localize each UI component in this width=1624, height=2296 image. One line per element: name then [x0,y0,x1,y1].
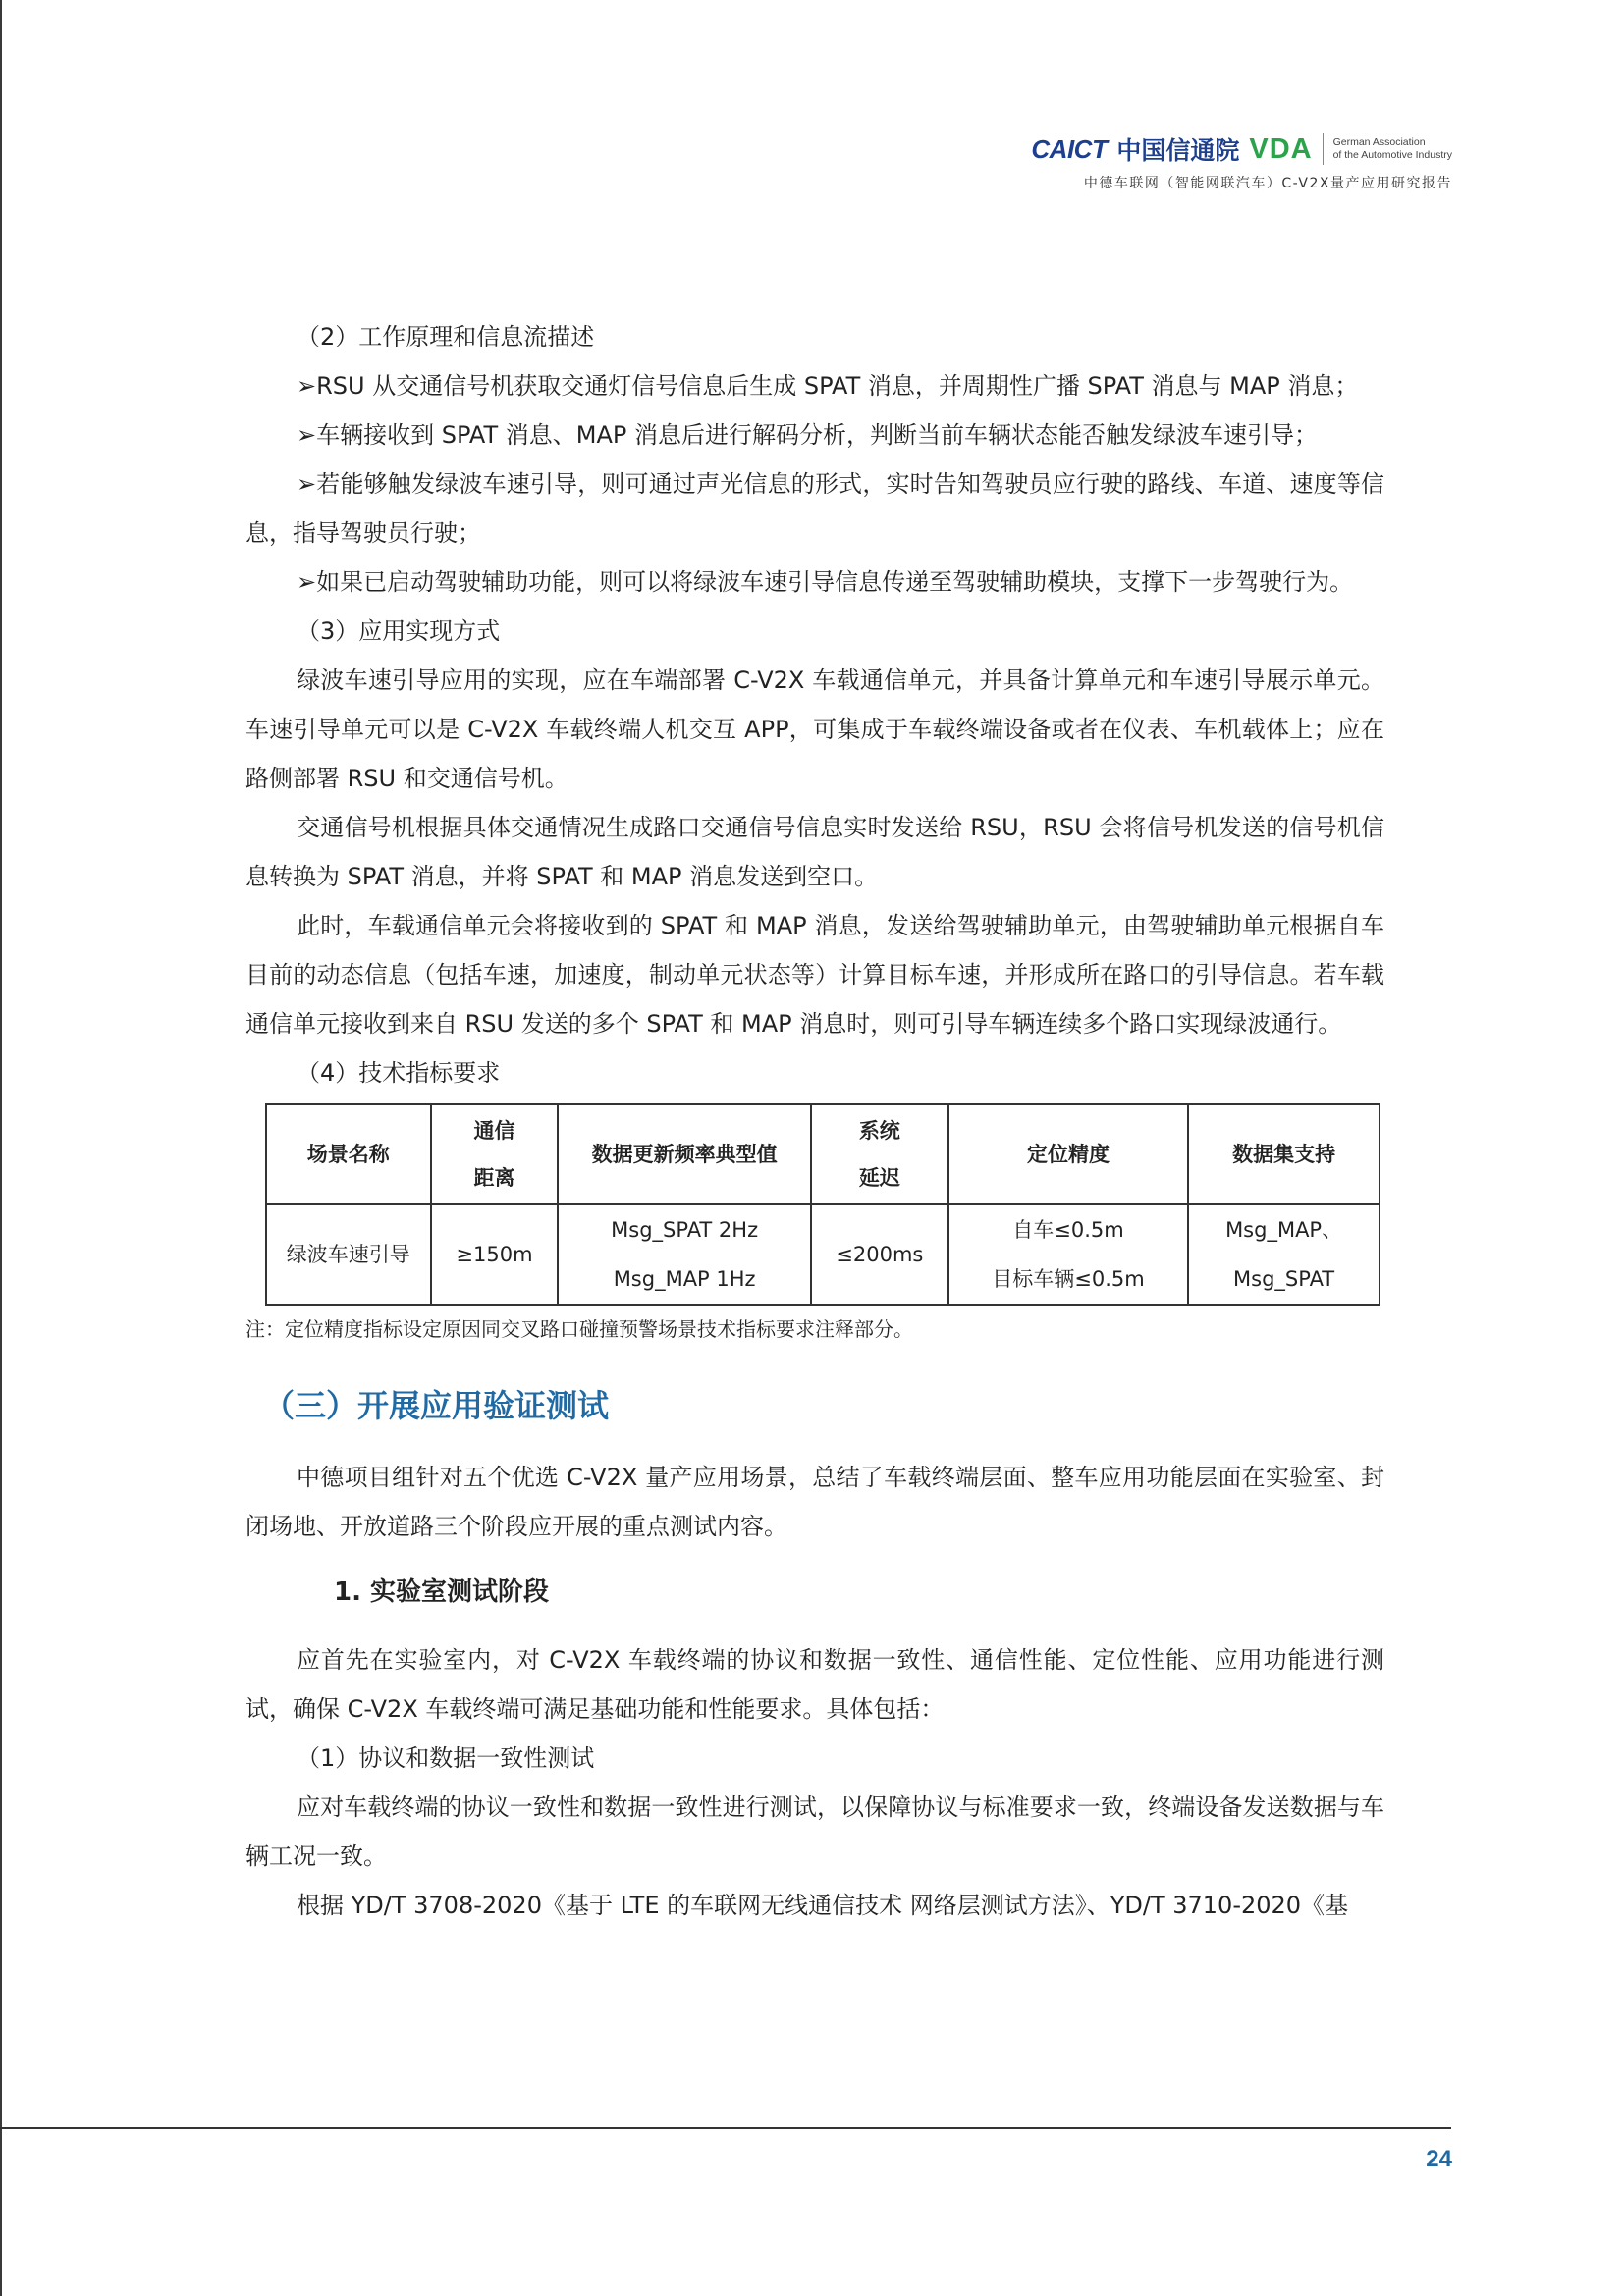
report-title: 中德车联网（智能网联汽车）C-V2X量产应用研究报告 [1083,176,1452,191]
table-note: 注：定位精度指标设定原因同交叉路口碰撞预警场景技术指标要求注释部分。 [245,1317,913,1341]
cell-text: 绿波车速引导 [286,1243,410,1266]
paragraph: 交通信号机根据具体交通情况生成路口交通信号信息实时发送给 RSU，RSU 会将信号机发送的信号机信息转换为 SPAT 消息，并将 SPAT 和 MAP 消息发送到空口。 [245,814,1384,890]
cell-text: Msg_MAP、 [1225,1218,1343,1242]
table-header-cell [1188,1104,1380,1204]
vda-tagline-line1: German Association [1332,136,1426,148]
table-cell [266,1204,431,1305]
vda-logo: VDA [1249,133,1313,165]
table-cell [811,1204,948,1305]
cell-text: ≥150m [456,1243,533,1266]
paragraph: 绿波车速引导应用的实现，应在车端部署 C-V2X 车载通信单元，并具备计算单元和车速引导展示单元。车速引导单元可以是 C-V2X 车载终端人机交互 APP，可集成于车载终端设备或者在仪表、车机载体上；应在路侧部署 RSU 和交通信号机。 [245,667,1384,792]
header-text: 通信 [473,1119,515,1143]
table-cell [1188,1204,1380,1305]
subsection-title-4: （4）技术指标要求 [297,1059,501,1087]
table-header-cell [558,1104,811,1204]
section-heading: （三）开展应用验证测试 [263,1387,610,1424]
header-text: 数据更新频率典型值 [591,1143,778,1166]
table-header-cell [948,1104,1188,1204]
paragraph: 根据 YD/T 3708-2020《基于 LTE 的车联网无线通信技术 网络层测试方法》、YD/T 3710-2020《基 [297,1892,1349,1919]
bullet-item: ➢车辆接收到 SPAT 消息、MAP 消息后进行解码分析，判断当前车辆状态能否触发绿波车速引导； [297,421,1318,449]
caict-logo-cn: 中国信通院 [1116,136,1240,165]
header-text: 数据集支持 [1232,1143,1336,1166]
table-header-cell [811,1104,948,1204]
table-header-row [266,1104,1380,1204]
table-row [266,1204,1380,1305]
paragraph: 此时，车载通信单元会将接收到的 SPAT 和 MAP 消息，发送给驾驶辅助单元，由驾驶辅助单元根据自车目前的动态信息（包括车速，加速度，制动单元状态等）计算目标车速，并形成所在路口的引导信息。若车载通信单元接收到来自 RSU 发送的多个 SPAT 和 MAP 消息时，则可引导车辆连续多个路口实现绿波通行。 [245,912,1384,1038]
paragraph: 应对车载终端的协议一致性和数据一致性进行测试，以保障协议与标准要求一致，终端设备发送数据与车辆工况一致。 [245,1793,1384,1870]
vda-tagline-line2: of the Automotive Industry [1332,149,1452,161]
cell-text: Msg_SPAT [1233,1267,1335,1291]
cell-text: ≤200ms [836,1243,924,1266]
caict-logo: CAICT [1031,133,1108,164]
table-header-cell [431,1104,559,1204]
table-cell [558,1204,811,1305]
table-header-cell [266,1104,431,1204]
left-border-rule [0,0,2,2296]
table-cell [948,1204,1188,1305]
subsection-title: （1）协议和数据一致性测试 [297,1744,595,1772]
header-text: 定位精度 [1026,1143,1110,1166]
bullet-item: ➢如果已启动驾驶辅助功能，则可以将绿波车速引导信息传递至驾驶辅助模块，支撑下一步驾驶行为。 [297,568,1354,596]
page-header [991,130,1452,192]
subsection-title-3: （3）应用实现方式 [297,617,501,645]
cell-text: 目标车辆≤0.5m [992,1267,1145,1291]
header-text: 场景名称 [306,1143,390,1166]
header-text: 系统 [858,1119,900,1143]
bullet-item: ➢若能够触发绿波车速引导，则可通过声光信息的形式，实时告知驾驶员应行驶的路线、车道、速度等信息，指导驾驶员行驶； [245,470,1384,547]
header-text: 延迟 [858,1166,900,1190]
vda-tagline [1333,136,1452,162]
page-number: 24 [1426,2146,1452,2172]
paragraph: 中德项目组针对五个优选 C-V2X 量产应用场景，总结了车载终端层面、整车应用功能层面在实验室、封闭场地、开放道路三个阶段应开展的重点测试内容。 [245,1464,1384,1540]
cell-text: Msg_MAP 1Hz [613,1267,756,1291]
logo-divider [1323,133,1324,165]
footer-rule [0,2127,1451,2129]
main-content [245,312,1384,1930]
subsection-title-2: （2）工作原理和信息流描述 [297,323,595,350]
paragraph: 应首先在实验室内，对 C-V2X 车载终端的协议和数据一致性、通信性能、定位性能、应用功能进行测试，确保 C-V2X 车载终端可满足基础功能和性能要求。具体包括： [245,1646,1384,1723]
cell-text: 自车≤0.5m [1012,1218,1124,1242]
bullet-item: ➢RSU 从交通信号机获取交通灯信号信息后生成 SPAT 消息，并周期性广播 SPAT 消息与 MAP 消息； [297,372,1359,400]
cell-text: Msg_SPAT 2Hz [611,1218,759,1242]
spec-table [265,1103,1380,1306]
table-cell [431,1204,559,1305]
stage-heading: 1. 实验室测试阶段 [334,1577,550,1607]
logo-row [991,130,1452,169]
header-text: 距离 [473,1166,515,1190]
